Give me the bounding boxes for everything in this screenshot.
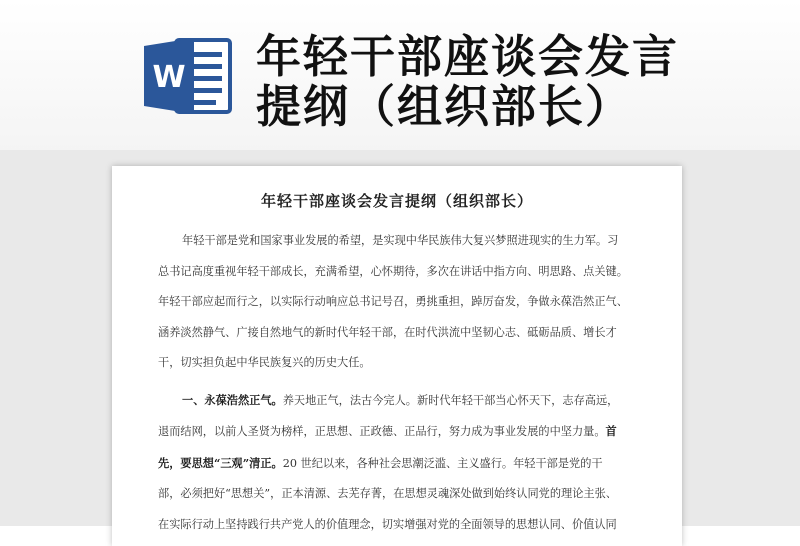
word-document-icon xyxy=(142,34,234,118)
paragraph-line xyxy=(158,385,658,417)
document-page xyxy=(112,166,682,546)
paragraph-line xyxy=(158,448,658,480)
page-title-line-1: 年轻干部座谈会发言 xyxy=(256,30,680,83)
bold-run: 首 xyxy=(605,424,617,438)
paragraph-line: 部，必须把好“思想关”，正本清源、去芜存菁，在思想灵魂深处做到始终认同党的理论主张、 xyxy=(158,487,617,500)
text-run: 退而结网，以前人圣贤为榜样，正思想、正政德、正品行，努力成为事业发展的中坚力量。 xyxy=(158,425,606,438)
paragraph-line: 涵养淡然静气、广接自然地气的新时代年轻干部，在时代洪流中坚韧心志、砥砺品质、增长才 xyxy=(158,325,617,339)
paragraph-line: 干，切实担负起中华民族复兴的历史大任。 xyxy=(158,356,371,369)
page-title-line-2: 提纲（组织部长） xyxy=(256,80,633,133)
document-body xyxy=(158,226,658,540)
paragraph-intro xyxy=(158,226,658,379)
paragraph-line: 总书记高度重视年轻干部成长，充满希望，心怀期待，多次在讲话中指方向、明思路、点关键。 xyxy=(158,264,628,278)
text-run: 养天地正气，法古今完人。新时代年轻干部当心怀天下，志存高远， xyxy=(282,393,619,407)
paragraph-line: 在实际行动上坚持践行共产党人的价值理念，切实增强对党的全面领导的思想认同、价值认同 xyxy=(158,517,617,531)
paragraph-section-one xyxy=(158,385,658,541)
logo-letter: W xyxy=(152,60,186,95)
text-run: 20 世纪以来，各种社会思潮泛滥、主义盛行。年轻干部是党的干 xyxy=(282,456,603,470)
paragraph-line: 年轻干部应起而行之，以实际行动响应总书记号召，勇挑重担，踔厉奋发，争做永葆浩然正气、 xyxy=(158,295,628,308)
paragraph-line xyxy=(158,416,658,448)
bold-run: 先，要思想“三观”清正。 xyxy=(158,455,283,470)
paragraph-line: 年轻干部是党和国家事业发展的希望，是实现中华民族伟大复兴梦照进现实的生力军。习 xyxy=(182,234,619,247)
document-title: 年轻干部座谈会发言提纲（组织部长） xyxy=(260,192,533,210)
page-title xyxy=(256,32,776,132)
section-heading: 一、永葆浩然正气。 xyxy=(182,392,283,407)
